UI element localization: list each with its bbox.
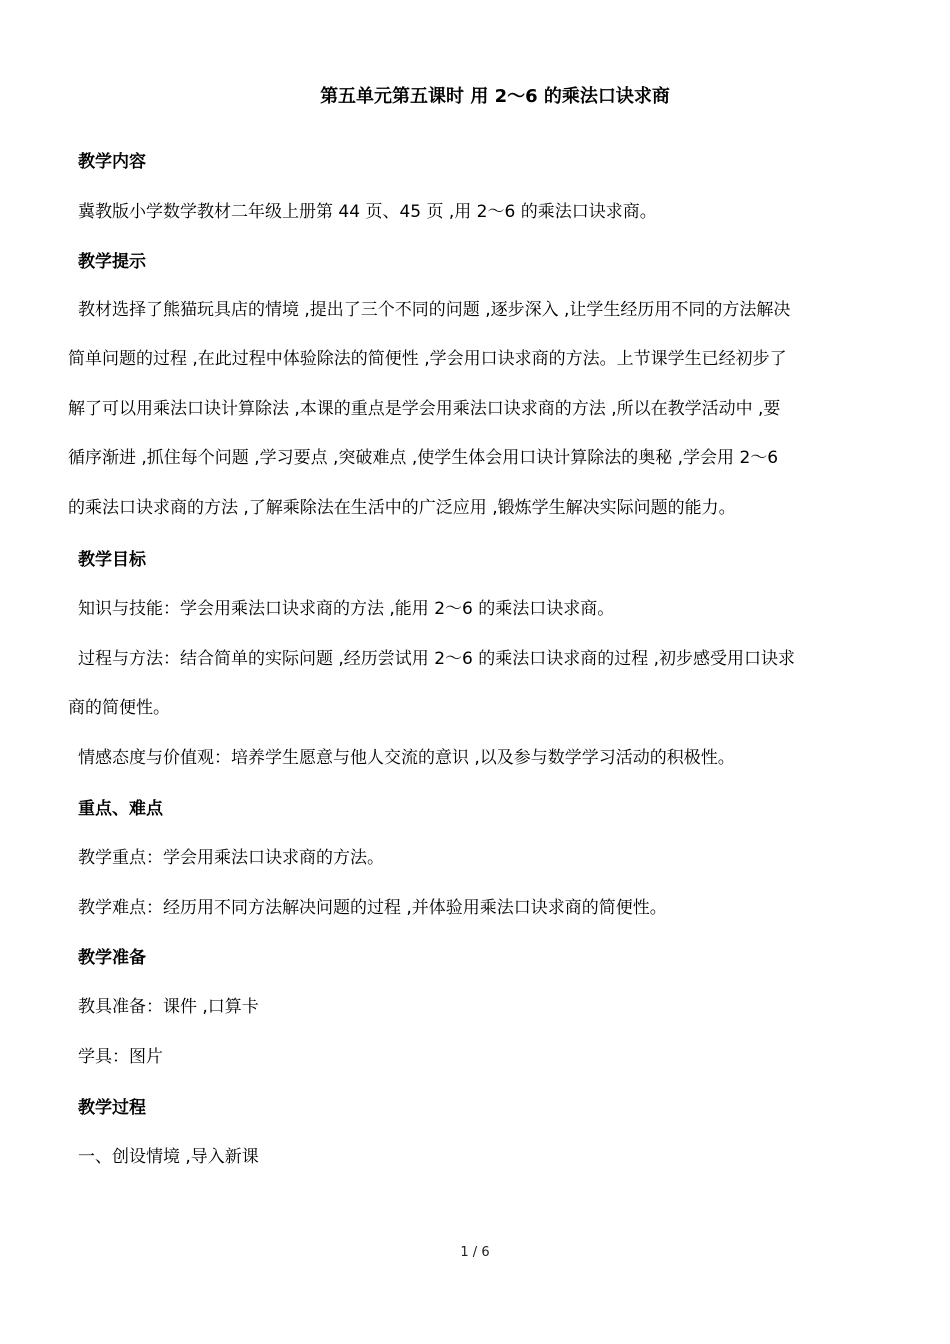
hints-line: 教材选择了熊猫玩具店的情境 ,提出了三个不同的问题 ,逐步深入 ,让学生经历用不同的方法解决 xyxy=(78,300,791,320)
preparation-line: 教具准备：课件 ,口算卡 xyxy=(78,997,259,1017)
hints-line: 循序渐进 ,抓住每个问题 ,学习要点 ,突破难点 ,使学生体会用口诀计算除法的奥秘 ,学会用 2～6 xyxy=(68,448,779,468)
page-number: 1 / 6 xyxy=(460,1245,490,1260)
goals-line: 商的简便性。 xyxy=(68,698,170,718)
hints-line: 解了可以用乘法口诀计算除法 ,本课的重点是学会用乘法口诀求商的方法 ,所以在教学活动中 ,要 xyxy=(68,399,781,419)
section-heading-preparation: 教学准备 xyxy=(78,948,146,968)
section-heading-goals: 教学目标 xyxy=(78,550,146,570)
goals-line: 过程与方法：结合简单的实际问题 ,经历尝试用 2～6 的乘法口诀求商的过程 ,初步感受用口诀求 xyxy=(78,649,796,669)
section-heading-key-points: 重点、难点 xyxy=(78,799,163,819)
section-heading-content: 教学内容 xyxy=(78,152,146,172)
section-heading-process: 教学过程 xyxy=(78,1098,146,1118)
hints-line: 简单问题的过程 ,在此过程中体验除法的简便性 ,学会用口诀求商的方法。上节课学生已经初步了 xyxy=(68,349,787,369)
key-points-line: 教学难点：经历用不同方法解决问题的过程 ,并体验用乘法口诀求商的简便性。 xyxy=(78,898,667,918)
preparation-line: 学具：图片 xyxy=(78,1047,163,1067)
goals-line: 知识与技能：学会用乘法口诀求商的方法 ,能用 2～6 的乘法口诀求商。 xyxy=(78,599,615,619)
key-points-line: 教学重点：学会用乘法口诀求商的方法。 xyxy=(78,848,384,868)
content-line: 冀教版小学数学教材二年级上册第 44 页、45 页 ,用 2～6 的乘法口诀求商。 xyxy=(78,202,657,222)
process-line: 一、创设情境 ,导入新课 xyxy=(78,1147,259,1167)
hints-line: 的乘法口诀求商的方法 ,了解乘除法在生活中的广泛应用 ,锻炼学生解决实际问题的能力。 xyxy=(68,498,736,518)
document-title: 第五单元第五课时 用 2～6 的乘法口诀求商 xyxy=(320,86,670,107)
goals-line: 情感态度与价值观：培养学生愿意与他人交流的意识 ,以及参与数学学习活动的积极性。 xyxy=(78,748,735,768)
section-heading-hints: 教学提示 xyxy=(78,252,146,272)
